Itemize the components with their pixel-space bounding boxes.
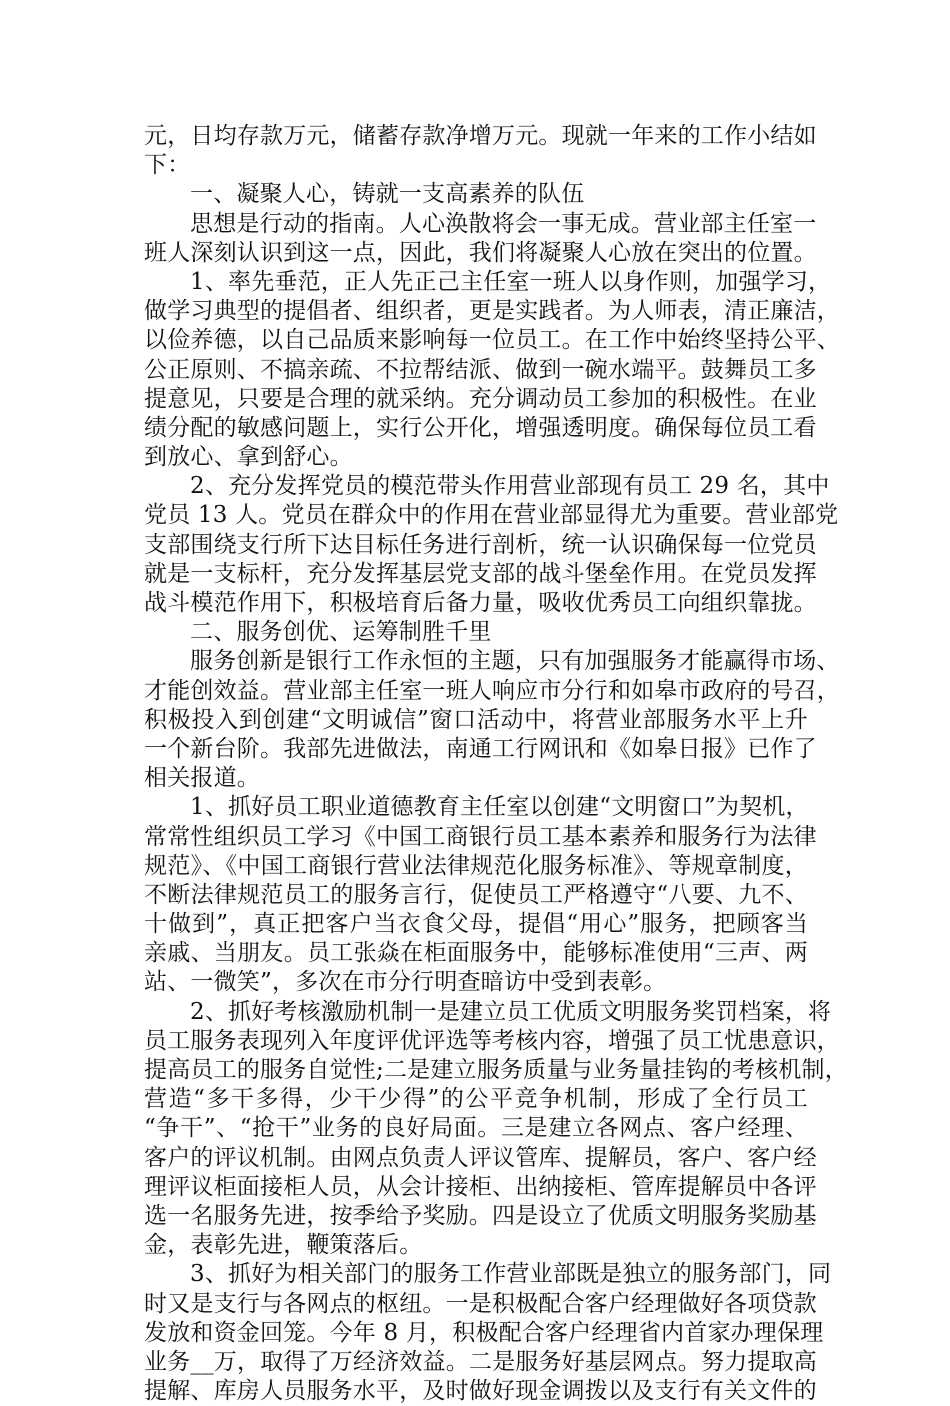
text-line: 二、服务创优、运筹制胜千里 <box>190 619 492 646</box>
text-line: 到放心、拿到舒心。 <box>144 444 353 471</box>
text-line: 提解、库房人员服务水平，及时做好现金调拨以及支行有关文件的 <box>144 1378 817 1405</box>
text-line: 营造“多干多得，少干少得”的公平竞争机制，形成了全行员工 <box>144 1086 808 1113</box>
text-line: 元，日均存款万元，储蓄存款净增万元。现就一年来的工作小结如 <box>144 123 817 149</box>
text-line: 时又是支行与各网点的枢纽。一是积极配合客户经理做好各项贷款 <box>144 1290 817 1317</box>
text-line: 服务创新是银行工作永恒的主题，只有加强服务才能赢得市场、 <box>190 648 840 675</box>
text-line: 十做到”，真正把客户当衣食父母，提倡“用心”服务，把顾客当 <box>144 911 808 938</box>
text-line: 2、抓好考核激励机制一是建立员工优质文明服务奖罚档案，将 <box>190 998 832 1025</box>
text-line: 一、凝聚人心，铸就一支高素养的队伍 <box>190 181 585 208</box>
text-line: 战斗模范作用下，积极培育后备力量，吸收优秀员工向组织靠拢。 <box>144 590 817 616</box>
text-line: 提高员工的服务自觉性;二是建立服务质量与业务量挂钩的考核机制， <box>144 1057 848 1083</box>
text-line: 公正原则、不搞亲疏、不拉帮结派、做到一碗水端平。鼓舞员工多 <box>144 356 817 383</box>
text-line: 做学习典型的提倡者、组织者，更是实践者。为人师表，清正廉洁， <box>144 298 840 325</box>
text-line: 思想是行动的指南。人心涣散将会一事无成。营业部主任室一 <box>190 210 817 237</box>
text-line: 站、一微笑”，多次在市分行明查暗访中受到表彰。 <box>144 969 667 996</box>
text-line: 一个新台阶。我部先进做法，南通工行网讯和《如皋日报》已作了 <box>144 735 817 762</box>
text-line: 就是一支标杆，充分发挥基层党支部的战斗堡垒作用。在党员发挥 <box>144 560 817 587</box>
text-line: 积极投入到创建“文明诚信”窗口活动中，将营业部服务水平上升 <box>144 706 808 733</box>
text-line: “争干”、“抢干”业务的良好局面。三是建立各网点、客户经理、 <box>144 1115 808 1142</box>
text-line: 相关报道。 <box>144 765 260 792</box>
text-line: 客户的评议机制。由网点负责人评议管库、提解员，客户、客户经 <box>144 1144 817 1171</box>
text-line: 班人深刻认识到这一点，因此，我们将凝聚人心放在突出的位置。 <box>144 239 817 266</box>
text-line: 发放和资金回笼。今年 8 月，积极配合客户经理省内首家办理保理 <box>144 1319 824 1346</box>
text-line: 业务__万，取得了万经济效益。二是服务好基层网点。努力提取高 <box>144 1348 817 1375</box>
text-line: 提意见，只要是合理的就采纳。充分调动员工参加的积极性。在业 <box>144 385 817 412</box>
text-line: 选一名服务先进，按季给予奖励。四是设立了优质文明服务奖励基 <box>144 1202 817 1229</box>
text-line: 理评议柜面接柜人员，从会计接柜、出纳接柜、管库提解员中各评 <box>144 1173 817 1200</box>
text-line: 下： <box>144 152 191 179</box>
document-body <box>144 122 848 1406</box>
text-line: 才能创效益。营业部主任室一班人响应市分行和如皋市政府的号召， <box>144 677 840 704</box>
text-line: 以俭养德，以自己品质来影响每一位员工。在工作中始终坚持公平、 <box>144 327 840 354</box>
text-line: 1、抓好员工职业道德教育主任室以创建“文明窗口”为契机， <box>190 794 809 821</box>
text-line: 亲戚、当朋友。员工张焱在柜面服务中，能够标准使用“三声、两 <box>144 940 808 967</box>
text-line: 常常性组织员工学习《中国工商银行员工基本素养和服务行为法律 <box>144 823 817 850</box>
text-line: 规范》、《中国工商银行营业法律规范化服务标准》、等规章制度， <box>144 852 808 879</box>
text-line: 金，表彰先进，鞭策落后。 <box>144 1232 423 1259</box>
text-line: 1、率先垂范，正人先正己主任室一班人以身作则，加强学习， <box>190 268 832 295</box>
text-line: 不断法律规范员工的服务言行，促使员工严格遵守“八要、九不、 <box>144 881 808 908</box>
text-line: 3、抓好为相关部门的服务工作营业部既是独立的服务部门，同 <box>190 1261 832 1288</box>
text-line: 员工服务表现列入年度评优评选等考核内容，增强了员工忧患意识， <box>144 1027 840 1054</box>
text-line: 党员 13 人。党员在群众中的作用在营业部显得尤为重要。营业部党 <box>144 502 839 529</box>
text-line: 2、充分发挥党员的模范带头作用营业部现有员工 29 名，其中 <box>190 473 830 500</box>
text-line: 绩分配的敏感问题上，实行公开化，增强透明度。确保每位员工看 <box>144 414 817 441</box>
text-line: 支部围绕支行所下达目标任务进行剖析，统一认识确保每一位党员 <box>144 531 817 558</box>
